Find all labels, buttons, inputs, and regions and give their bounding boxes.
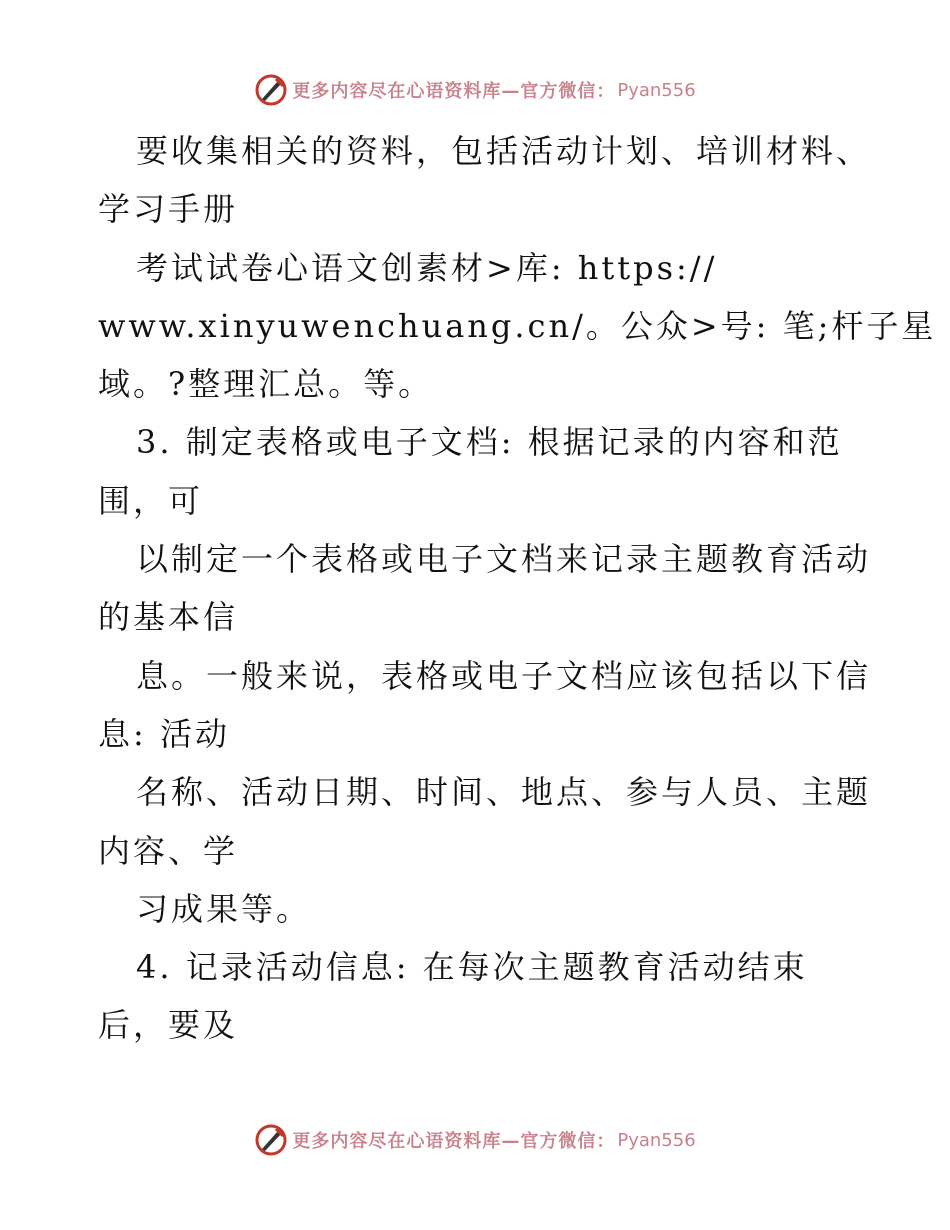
- document-body: [98, 122, 937, 1055]
- text-line: 名称、活动日期、时间、地点、参与人员、主题: [136, 773, 872, 812]
- quill-logo-icon: [254, 73, 288, 107]
- text-line: 考试试卷心语文创素材>库: https://: [136, 248, 718, 287]
- header-banner: [0, 70, 950, 110]
- text-line: 的基本信: [98, 598, 239, 637]
- text-line: 息。一般来说，表格或电子文档应该包括以下信: [136, 656, 872, 695]
- text-line: 后，要及: [98, 1006, 239, 1045]
- text-line: 围，可: [98, 481, 204, 520]
- text-line: 4. 记录活动信息: 在每次主题教育活动结束: [136, 948, 808, 987]
- banner-handle: Pyan556: [617, 79, 696, 101]
- text-line: www.xinyuwenchuang.cn/。公众>号: 笔;杆子星: [98, 306, 937, 345]
- text-line: 要收集相关的资料，包括活动计划、培训材料、: [136, 132, 872, 170]
- quill-logo-icon: [254, 1123, 288, 1157]
- banner-text: 更多内容尽在心语资料库—官方微信：: [292, 1131, 616, 1152]
- banner-handle: Pyan556: [617, 1129, 696, 1151]
- text-line: 学习手册: [98, 190, 239, 229]
- text-line: 域。?整理汇总。等。: [98, 365, 434, 404]
- text-line: 内容、学: [98, 831, 239, 870]
- banner-text: 更多内容尽在心语资料库—官方微信：: [292, 81, 616, 102]
- text-line: 以制定一个表格或电子文档来记录主题教育活动: [136, 540, 872, 579]
- footer-banner: [0, 1120, 950, 1160]
- text-line: 习成果等。: [136, 889, 312, 928]
- text-line: 息: 活动: [98, 714, 230, 753]
- text-line: 3. 制定表格或电子文档: 根据记录的内容和范: [136, 423, 843, 462]
